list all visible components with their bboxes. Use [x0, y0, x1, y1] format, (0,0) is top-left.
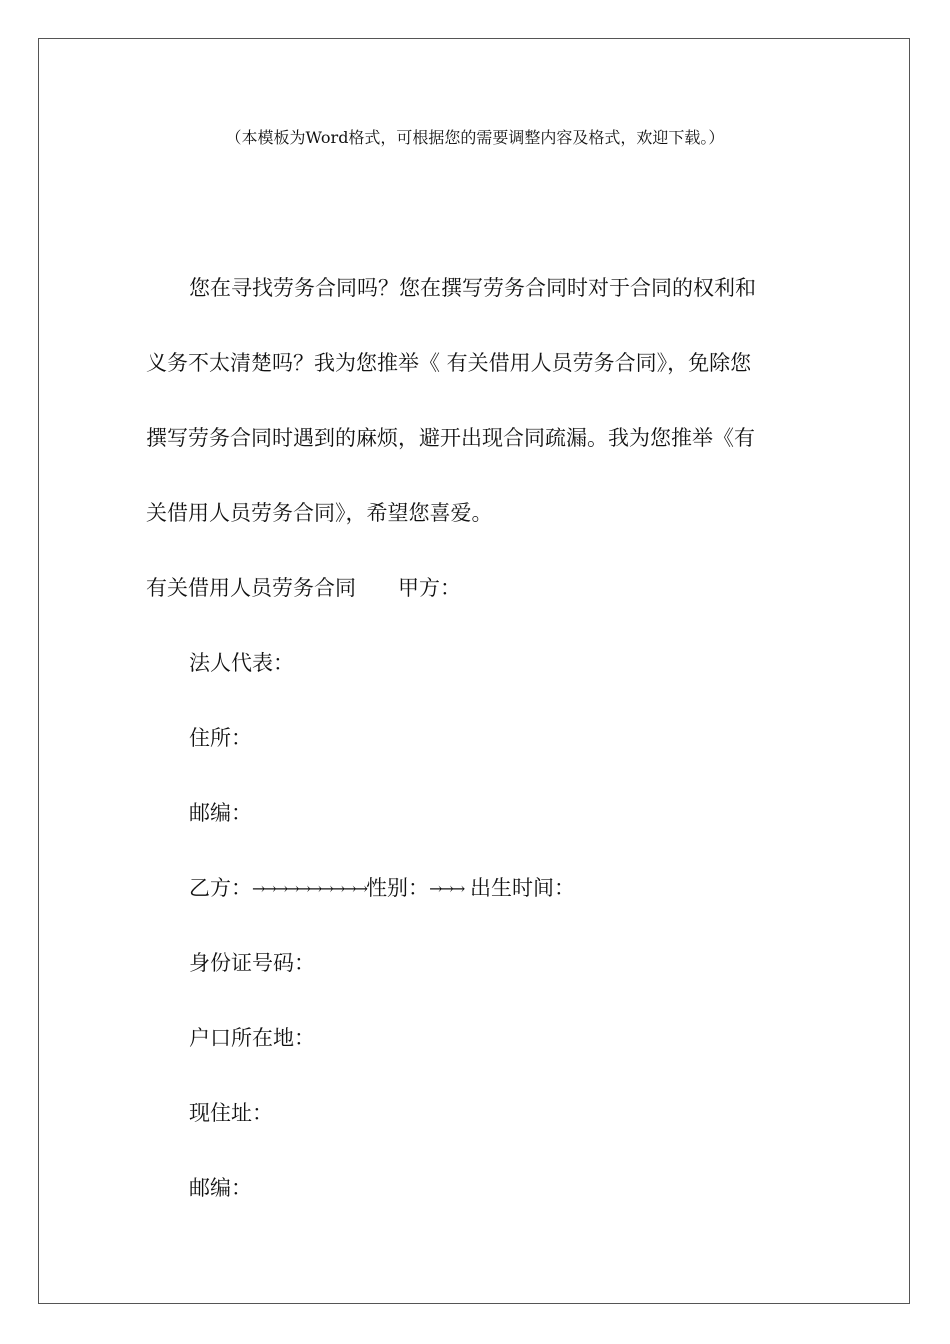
- party-b-line: [189, 874, 575, 903]
- gender-label: 性别：: [366, 876, 430, 900]
- page-border: [38, 38, 910, 1304]
- id-number-label: 身份证号码：: [189, 951, 315, 975]
- party-a-label: 甲方：: [398, 576, 461, 600]
- contract-title-line: [146, 574, 461, 602]
- current-address-label: 现住址：: [189, 1101, 273, 1125]
- household-registration-label: 户口所在地：: [189, 1026, 315, 1050]
- legal-rep-label: 法人代表：: [189, 651, 294, 675]
- postcode-b-label: 邮编：: [189, 1176, 252, 1200]
- party-b-label: 乙方：: [189, 876, 252, 900]
- intro-line-3: 撰写劳务合同时遇到的麻烦，避开出现合同疏漏。我为您推举《有: [146, 426, 755, 450]
- party-b-arrows: →→→→→→→→→→: [252, 879, 367, 898]
- birth-time-label: 出生时间：: [469, 876, 575, 900]
- postcode-label: 邮编：: [189, 801, 252, 825]
- gender-arrows: →→→: [429, 879, 464, 898]
- intro-line-2: 义务不太清楚吗？我为您推举《 有关借用人员劳务合同》，免除您: [146, 351, 752, 375]
- intro-line-1: 您在寻找劳务合同吗？您在撰写劳务合同时对于合同的权利和: [189, 276, 756, 300]
- contract-title: 有关借用人员劳务合同: [146, 576, 356, 600]
- intro-line-4: 关借用人员劳务合同》，希望您喜爱。: [146, 501, 493, 525]
- template-notice: （本模板为Word格式，可根据您的需要调整内容及格式，欢迎下载。）: [225, 128, 725, 147]
- address-label: 住所：: [189, 726, 252, 750]
